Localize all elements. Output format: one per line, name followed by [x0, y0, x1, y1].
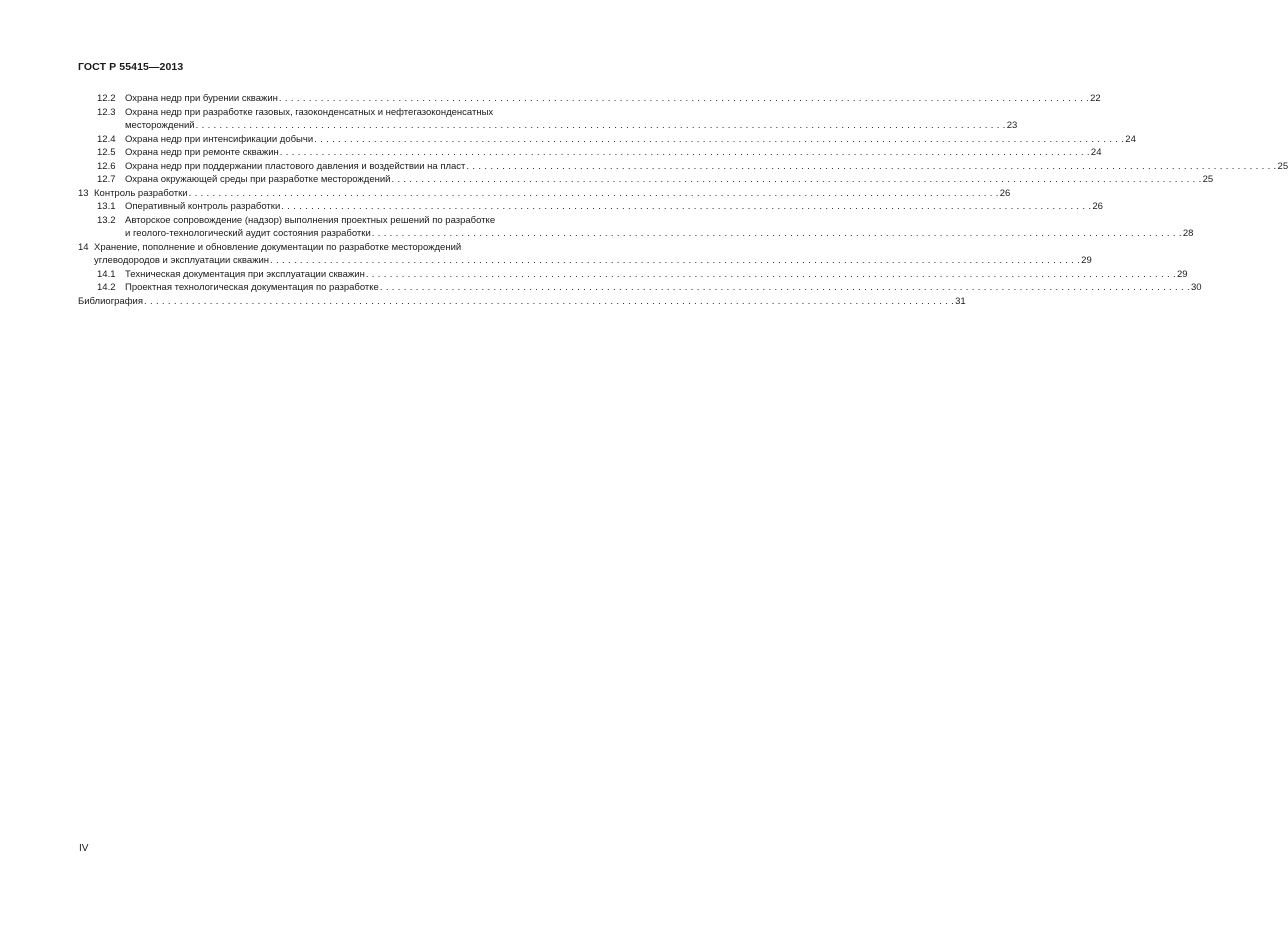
- toc-entry-title: Контроль разработки: [94, 187, 188, 199]
- toc-entry-page: 25: [1202, 174, 1214, 185]
- toc-entry-12-4[interactable]: [78, 133, 1136, 147]
- toc-entry-number: 14.2: [97, 282, 116, 293]
- toc-entry-page: 29: [1176, 268, 1188, 280]
- toc-entry-title-line2: месторождений: [125, 120, 195, 131]
- toc-entry-number: 12.5: [97, 147, 116, 158]
- toc-entry-14[interactable]: [78, 241, 1092, 268]
- toc-entry-page: 26: [1092, 201, 1103, 212]
- toc-entry-page: 22: [1090, 93, 1101, 104]
- toc-entry-page: 24: [1090, 147, 1102, 158]
- toc-entry-14-1[interactable]: [78, 268, 1188, 282]
- toc-entry-number: 13.1: [97, 201, 116, 212]
- toc-entry-title: Проектная технологическая документация по разработке: [125, 282, 379, 293]
- toc-entry-title: Охрана недр при ремонте скважин: [125, 147, 279, 158]
- toc-entry-title: Техническая документация при эксплуатации скважин: [125, 268, 365, 280]
- toc-entry-page: 25: [1277, 160, 1288, 172]
- table-of-contents: [78, 92, 1288, 308]
- leader-dots: [270, 254, 1080, 268]
- leader-dots: [314, 133, 1124, 147]
- toc-entry-bibliography[interactable]: [78, 295, 966, 309]
- toc-entry-13-2[interactable]: [78, 214, 1194, 241]
- leader-dots: [281, 200, 1091, 214]
- toc-entry-12-5[interactable]: [78, 146, 1102, 160]
- toc-entry-12-7[interactable]: [78, 173, 1214, 187]
- toc-entry-13-1[interactable]: [78, 200, 1103, 214]
- toc-entry-number: 12.7: [97, 174, 116, 185]
- leader-dots: [189, 187, 999, 201]
- toc-entry-12-3[interactable]: [78, 106, 1018, 133]
- leader-dots: [466, 160, 1276, 174]
- toc-entry-12-2[interactable]: [78, 92, 1101, 106]
- page-number: IV: [79, 843, 89, 854]
- toc-entry-number: 14.1: [97, 268, 116, 280]
- toc-entry-number: 12.3: [97, 106, 116, 118]
- toc-entry-page: 24: [1125, 133, 1136, 145]
- toc-entry-page: 31: [955, 295, 966, 307]
- toc-entry-number: 12.4: [97, 133, 116, 145]
- toc-entry-number: 14: [78, 241, 89, 253]
- toc-entry-page: 26: [999, 187, 1011, 199]
- leader-dots: [391, 173, 1201, 187]
- toc-entry-title-line2: и геолого-технологический аудит состояния разработки: [125, 228, 371, 239]
- toc-entry-title-line1: Авторское сопровождение (надзор) выполнения проектных решений по разработке: [125, 214, 496, 226]
- document-header: ГОСТ Р 55415—2013: [78, 61, 184, 73]
- toc-entry-page: 29: [1081, 255, 1092, 266]
- leader-dots: [366, 268, 1176, 282]
- toc-entry-title: Охрана недр при интенсификации добычи: [125, 133, 314, 145]
- leader-dots: [144, 295, 954, 309]
- leader-dots: [380, 281, 1190, 295]
- toc-entry-page: 28: [1182, 228, 1194, 239]
- toc-entry-number: 13: [78, 187, 89, 199]
- leader-dots: [196, 119, 1006, 133]
- leader-dots: [280, 146, 1090, 160]
- toc-entry-number: 12.2: [97, 93, 116, 104]
- toc-entry-title: Оперативный контроль разработки: [125, 201, 281, 212]
- leader-dots: [372, 227, 1182, 241]
- leader-dots: [279, 92, 1089, 106]
- toc-entry-page: 30: [1190, 282, 1202, 293]
- toc-entry-page: 23: [1006, 120, 1018, 131]
- toc-entry-title: Охрана окружающей среды при разработке месторождений: [125, 174, 391, 185]
- toc-entry-14-2[interactable]: [78, 281, 1202, 295]
- toc-entry-12-6[interactable]: [78, 160, 1288, 174]
- toc-entry-title: Охрана недр при бурении скважин: [125, 93, 278, 104]
- toc-entry-number: 12.6: [97, 160, 116, 172]
- toc-entry-title: Охрана недр при поддержании пластового давления и воздействии на пласт: [125, 160, 466, 172]
- toc-entry-title-line1: Охрана недр при разработке газовых, газоконденсатных и нефтегазоконденсатных: [125, 106, 494, 118]
- toc-entry-number: 13.2: [97, 214, 116, 226]
- toc-entry-title-line2: углеводородов и эксплуатации скважин: [94, 255, 270, 266]
- toc-entry-title-line1: Хранение, пополнение и обновление документации по разработке месторождений: [94, 241, 462, 253]
- toc-entry-13[interactable]: [78, 187, 1011, 201]
- toc-entry-title: Библиография: [78, 295, 143, 307]
